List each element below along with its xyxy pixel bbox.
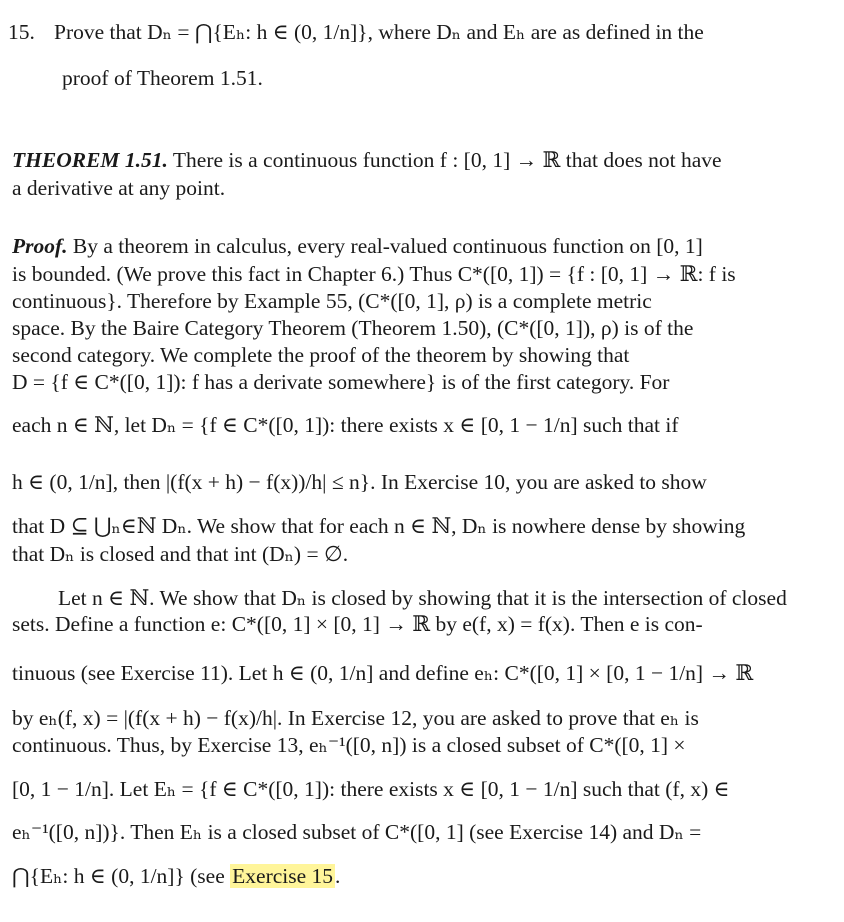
exercise-line-1 bbox=[8, 18, 704, 46]
proof-line-14: by eₕ(f, x) = |(f(x + h) − f(x)/h|. In Exercise 12, you are asked to prove that eₕ is bbox=[12, 706, 699, 730]
proof-label: Proof. bbox=[12, 234, 68, 258]
proof-line-13: tinuous (see Exercise 11). Let h ∈ (0, 1/n] and define eₕ: C*([0, 1] × [0, 1 − 1/n] → ℝ bbox=[12, 661, 754, 685]
proof-line-16: [0, 1 − 1/n]. Let Eₕ = {f ∈ C*([0, 1]): there exists x ∈ [0, 1 − 1/n] such that (f, x) ∈ bbox=[12, 777, 730, 801]
theorem-text-1: There is a continuous function f : [0, 1] → ℝ that does not have bbox=[172, 148, 722, 172]
theorem-line-2: a derivative at any point. bbox=[12, 176, 226, 200]
proof-line-8: h ∈ (0, 1/n], then |(f(x + h) − f(x))/h| ≤ n}. In Exercise 10, you are asked to show bbox=[12, 470, 707, 494]
proof-line-9: that D ⊆ ⋃ₙ∈ℕ Dₙ. We show that for each n ∈ ℕ, Dₙ is nowhere dense by showing bbox=[12, 514, 746, 538]
proof-line-12: sets. Define a function e: C*([0, 1] × [0, 1] → ℝ by e(f, x) = f(x). Then e is con- bbox=[12, 612, 703, 636]
proof-text-1: By a theorem in calculus, every real-valued continuous function on [0, 1] bbox=[72, 234, 703, 258]
exercise-line-2: proof of Theorem 1.51. bbox=[62, 66, 263, 90]
theorem-line-1 bbox=[12, 146, 722, 174]
proof-line-15: continuous. Thus, by Exercise 13, eₕ⁻¹([0, n]) is a closed subset of C*([0, 1] × bbox=[12, 733, 686, 757]
proof-line-2: is bounded. (We prove this fact in Chapter 6.) Thus C*([0, 1]) = {f : [0, 1] → ℝ: f is bbox=[12, 262, 736, 286]
proof-line-4: space. By the Baire Category Theorem (Theorem 1.50), (C*([0, 1]), ρ) is of the bbox=[12, 316, 694, 340]
exercise-number: 15. bbox=[8, 20, 35, 44]
proof-line-11: Let n ∈ ℕ. We show that Dₙ is closed by showing that it is the intersection of closed bbox=[58, 586, 787, 610]
proof-line-7: each n ∈ ℕ, let Dₙ = {f ∈ C*([0, 1]): there exists x ∈ [0, 1 − 1/n] such that if bbox=[12, 413, 679, 437]
proof-text-18: ⋂{Eₕ: h ∈ (0, 1/n]} (see bbox=[12, 864, 225, 888]
proof-line-18 bbox=[12, 862, 340, 890]
proof-line-1 bbox=[12, 232, 703, 260]
exercise-15-highlight: Exercise 15 bbox=[232, 864, 334, 888]
exercise-text-1: Prove that Dₙ = ⋂{Eₕ: h ∈ (0, 1/n]}, where Dₙ and Eₕ are as defined in the bbox=[54, 20, 704, 44]
proof-line-17: eₕ⁻¹([0, n])}. Then Eₕ is a closed subset of C*([0, 1] (see Exercise 14) and Dₙ = bbox=[12, 820, 702, 844]
proof-line-5: second category. We complete the proof of the theorem by showing that bbox=[12, 343, 630, 367]
proof-line-3: continuous}. Therefore by Example 55, (C*([0, 1], ρ) is a complete metric bbox=[12, 289, 652, 313]
proof-line-6: D = {f ∈ C*([0, 1]): f has a derivate somewhere} is of the first category. For bbox=[12, 370, 670, 394]
proof-tail: . bbox=[335, 864, 341, 888]
theorem-label: THEOREM 1.51. bbox=[12, 148, 168, 172]
proof-line-10: that Dₙ is closed and that int (Dₙ) = ∅. bbox=[12, 542, 349, 566]
